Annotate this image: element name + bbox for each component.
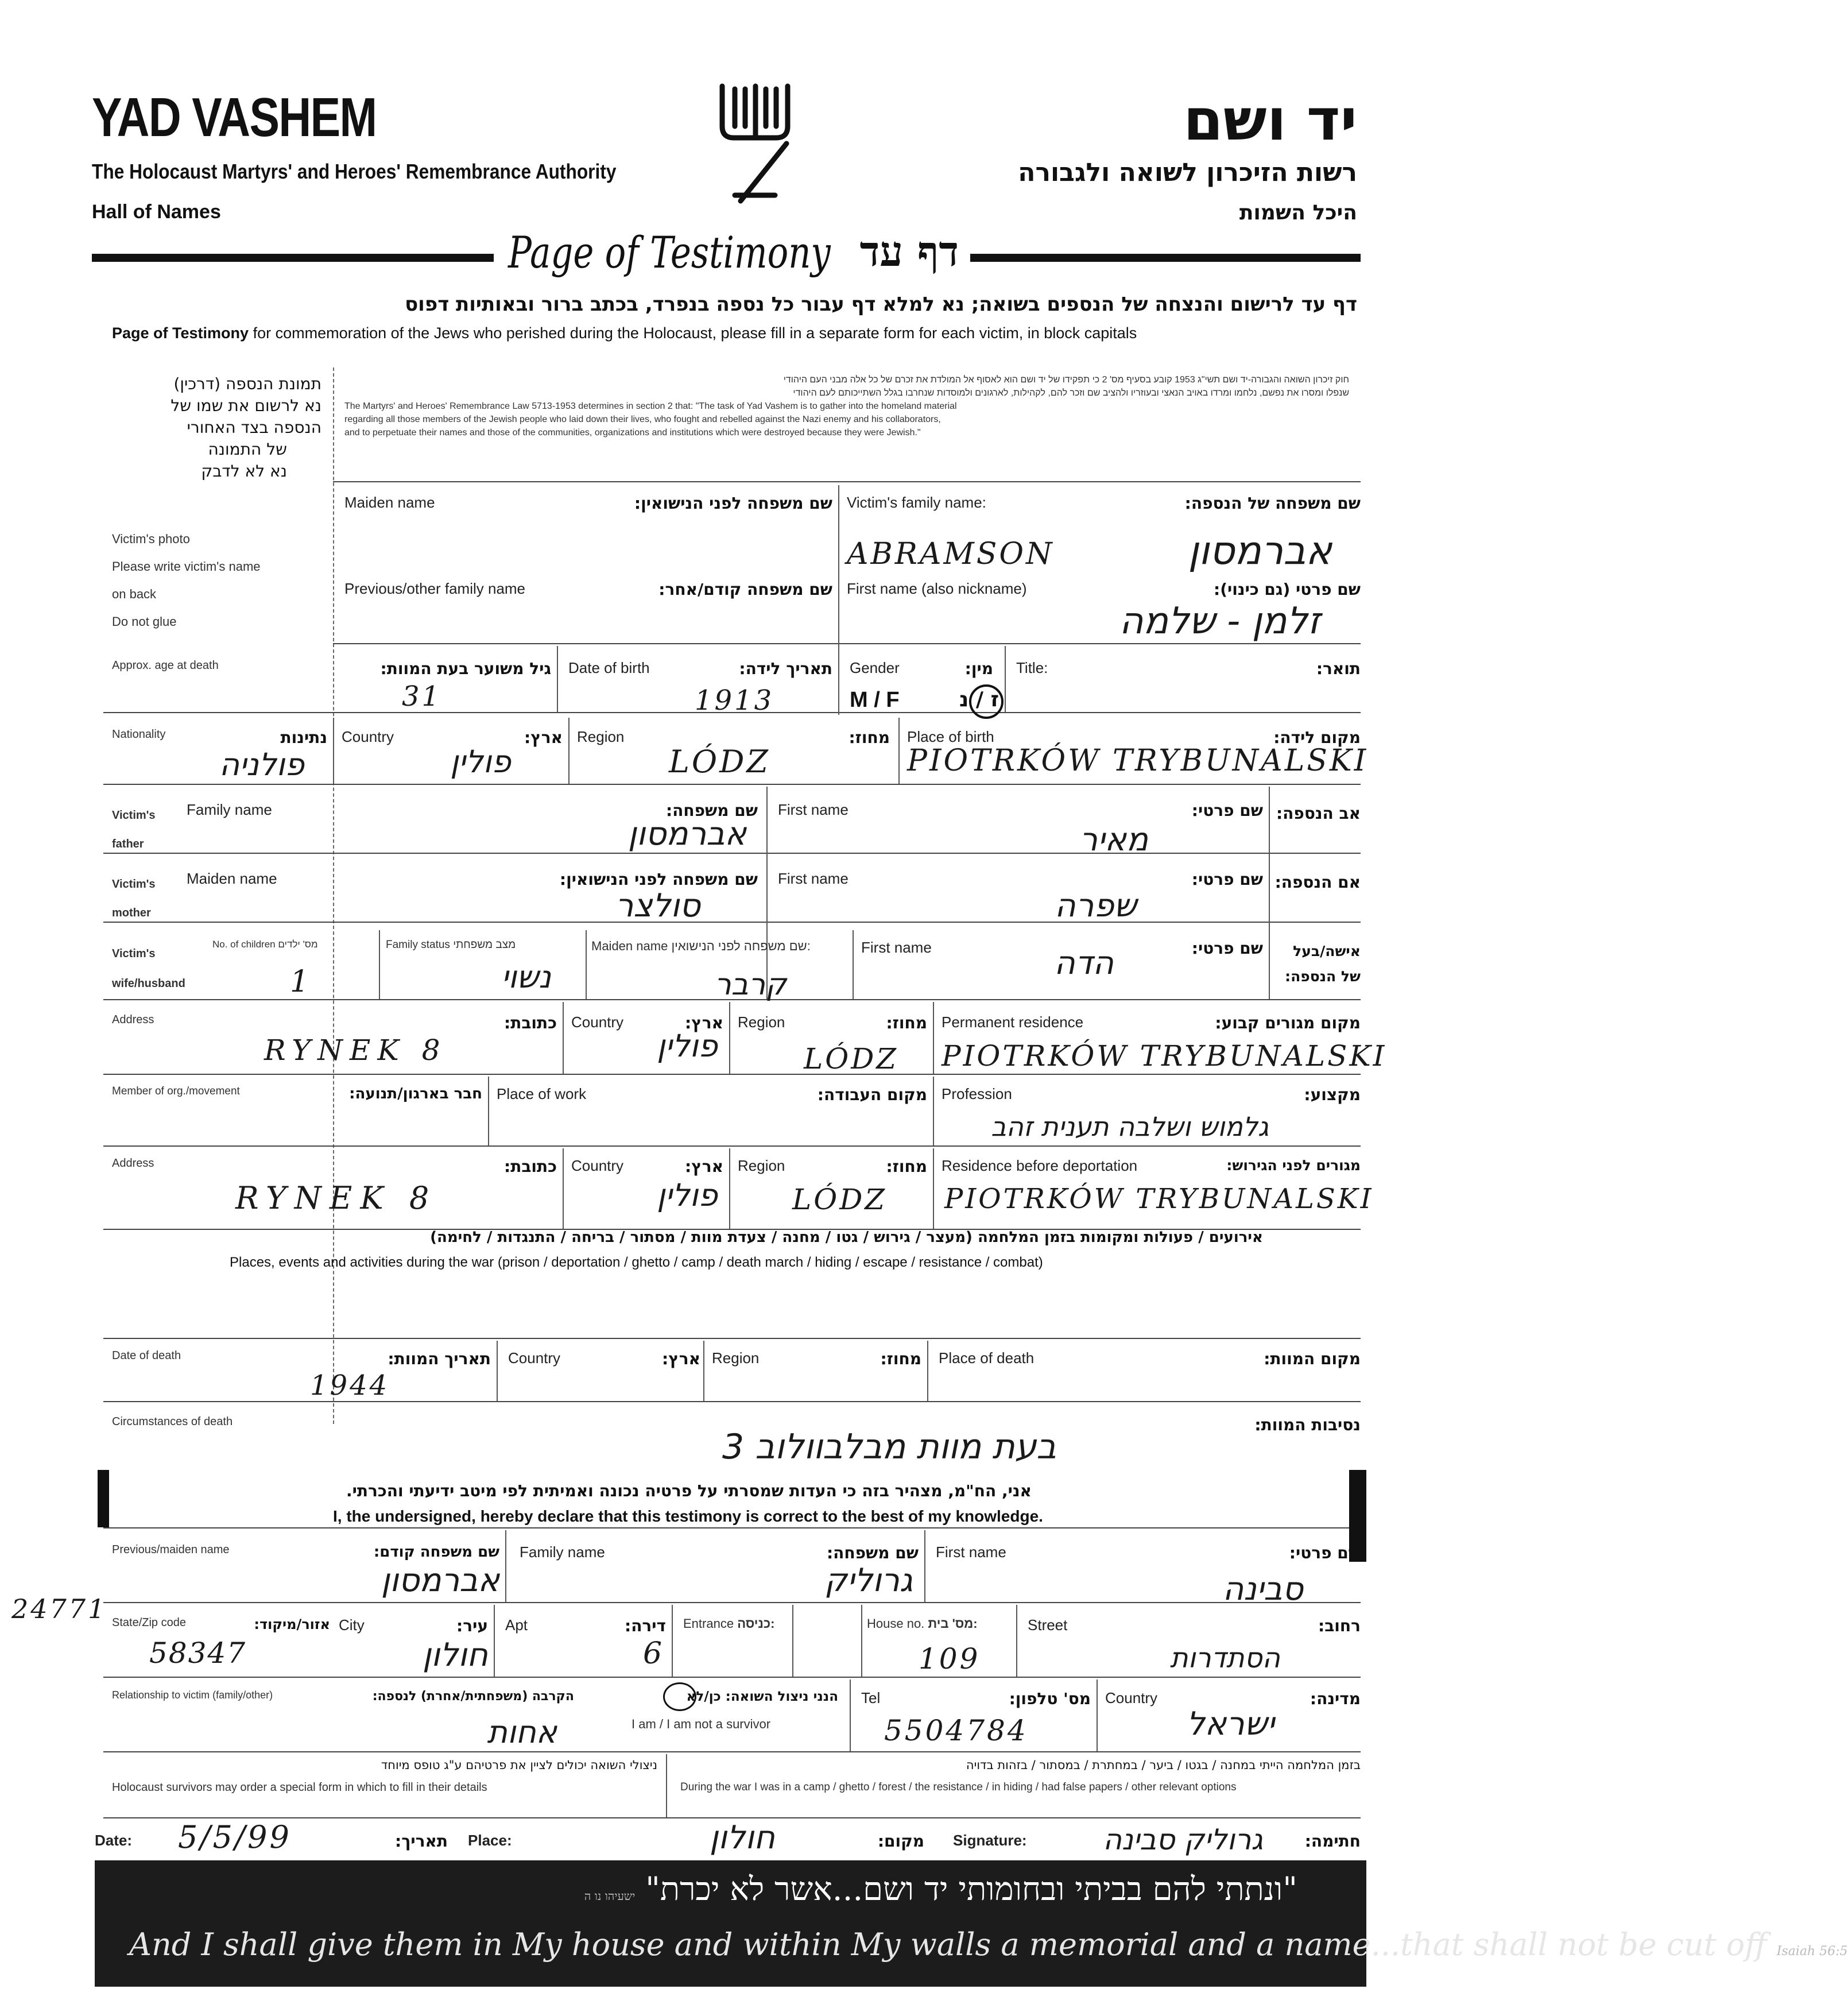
label-nat-he: נתינות bbox=[280, 728, 327, 747]
photo-en-line-2: Please write victim's name bbox=[112, 559, 261, 574]
survivors-he: ניצולי השואה יכולים לציין את פרטיהם ע"ג טופס מיוחד bbox=[381, 1758, 657, 1772]
witness-first-name: סבינה bbox=[1222, 1570, 1303, 1608]
photo-he-line-1: תמונת הנספה (דרכין) bbox=[173, 374, 321, 393]
label-houseno bbox=[867, 1616, 978, 1631]
row-line-15 bbox=[103, 1677, 1361, 1678]
label-wfam-he: שם משפחה: bbox=[826, 1543, 919, 1562]
photo-he-line-3: הנספה בצד האחורי bbox=[187, 418, 321, 437]
label-sfn-he: שם פרטי: bbox=[1191, 939, 1263, 958]
label-famstat-en: Family status bbox=[386, 939, 450, 951]
label-country-en: Country bbox=[342, 728, 394, 745]
menorah-logo bbox=[712, 80, 798, 207]
row-line-11 bbox=[103, 1338, 1361, 1339]
law-he-2: שנפלו ומסרו את נפשם, נלחמו ומרדו באויב הנאצי ובעוזריו ולהציב שם וזכר להם, לקהילות, לארגונים ולמוסדות שנחרבו בגלל השתייכותם לעם היהודי bbox=[793, 388, 1349, 398]
label-sfn-en: First name bbox=[861, 939, 932, 956]
victim-birth-country: פולין bbox=[450, 744, 511, 780]
label-city-he: עיר: bbox=[456, 1616, 488, 1635]
victim-dob: 1913 bbox=[695, 684, 774, 717]
photo-en-line-1: Victim's photo bbox=[112, 532, 190, 546]
dep-region: LÓDZ bbox=[792, 1183, 888, 1216]
col-death-3 bbox=[927, 1341, 928, 1401]
victim-country: פולין bbox=[657, 1028, 718, 1064]
victim-age: 31 bbox=[402, 680, 442, 713]
menorah-icon bbox=[712, 80, 798, 207]
intro-he: דף עד לרישום והנצחה של הנספים בשואה; נא למלא דף עבור כל נספה בנפרד, בכתב ברור ובאותיות דפוס bbox=[405, 293, 1357, 316]
label-mother-en: Victim's mother bbox=[112, 878, 156, 919]
witness-apt: 6 bbox=[643, 1636, 665, 1671]
declaration-he: אני, הח"מ, מצהיר בזה כי העדות שמסרתי על פרטיה נכונה ואמיתית לפי מיטב ידיעתי והכרתי. bbox=[346, 1481, 1032, 1500]
footer-quote-he: "ונתתי להם בביתי ובחומותי יד ושם...אשר לא יכרת" bbox=[645, 1871, 1297, 1908]
col-dep-1 bbox=[563, 1148, 564, 1229]
col-parent-right bbox=[1269, 787, 1270, 999]
label-resdep-en: Residence before deportation bbox=[942, 1157, 1138, 1174]
row-line-8 bbox=[103, 1074, 1361, 1075]
events-en: Places, events and activities during the war (prison / deportation / ghetto / camp / death march / hiding / escape / resistance / combat) bbox=[230, 1255, 1043, 1270]
label-pod-en: Place of death bbox=[939, 1349, 1035, 1367]
photo-en-line-3: on back bbox=[112, 587, 157, 601]
death-date: 1944 bbox=[310, 1369, 390, 1402]
col-spouse-3 bbox=[853, 930, 854, 999]
witness-tel: 5504784 bbox=[884, 1714, 1028, 1747]
label-pod-he: מקום המוות: bbox=[1264, 1349, 1361, 1368]
row-line-16 bbox=[103, 1751, 1361, 1752]
label-street-he: רחוב: bbox=[1318, 1616, 1361, 1635]
label-acountry-en: Country bbox=[571, 1013, 624, 1031]
duringwar-he: בזמן המלחמה הייתי במחנה / בגטו / ביער / במחתרת / במסתור / בזהות בדויה bbox=[966, 1758, 1361, 1772]
col-addr-1 bbox=[563, 1002, 564, 1074]
law-en-3: and to perpetuate their names and those of the communities, organizations and institutions which were destroyed because they were Jewish." bbox=[344, 428, 921, 438]
label-fn-he: שם פרטי: bbox=[1191, 801, 1263, 820]
label-tel-he: מס' טלפון: bbox=[1009, 1689, 1091, 1708]
victim-nationality: פולניה bbox=[219, 746, 304, 783]
label-dod-en: Date of death bbox=[112, 1349, 181, 1362]
victim-address: RYNEK 8 bbox=[264, 1034, 447, 1067]
label-mmaiden-he: שם משפחה לפני הנישואין: bbox=[559, 870, 758, 889]
label-pob-en: Place of birth bbox=[907, 728, 994, 745]
row-line-9 bbox=[103, 1146, 1361, 1147]
label-wprev-en: Previous/maiden name bbox=[112, 1543, 230, 1556]
label-circ-he: נסיבות המוות: bbox=[1254, 1415, 1361, 1434]
footer-quote-en-ref: Isaiah 56:5 bbox=[1776, 1944, 1848, 1959]
declaration-en: I, the undersigned, hereby declare that this testimony is correct to the best of my knowledge. bbox=[333, 1507, 1043, 1525]
label-tel-en: Tel bbox=[861, 1689, 881, 1706]
photo-he-line-5: נא לא לדבק bbox=[201, 462, 287, 481]
row-line-6 bbox=[103, 922, 1361, 923]
row-line-5 bbox=[103, 853, 1361, 854]
col-spouse-1 bbox=[379, 930, 380, 999]
mother-first: שפרה bbox=[1055, 887, 1137, 924]
label-sig-he: חתימה: bbox=[1304, 1832, 1361, 1851]
gender-mark-circle bbox=[969, 684, 1004, 719]
label-fn-en: First name bbox=[778, 801, 849, 818]
label-father-en: Victim's father bbox=[112, 809, 156, 850]
label-gender-he: מין: bbox=[964, 659, 993, 678]
label-wife-he: אישה/בעל של הנספה: bbox=[1285, 943, 1361, 985]
label-smaiden-he: שם משפחה לפני הנישואין: bbox=[671, 939, 811, 953]
label-mfn-en: First name bbox=[778, 870, 849, 887]
victim-birth-region: LÓDZ bbox=[669, 744, 770, 780]
law-en-2: regarding all those members of the Jewish people who laid down their lives, who fought and rebelled against the Nazi enemy and his collaborators, bbox=[344, 415, 941, 424]
col-work-1 bbox=[488, 1077, 489, 1146]
victim-family-status: נשוי bbox=[501, 959, 551, 995]
label-wcountry-en: Country bbox=[1105, 1689, 1158, 1706]
law-en-1: The Martyrs' and Heroes' Remembrance Law 5713-1953 determines in section 2 that: "The task of Yad Vashem is to gather into the homeland material bbox=[344, 401, 957, 411]
hall-of-names-he: היכל השמות bbox=[1239, 201, 1357, 225]
row-line-12 bbox=[103, 1401, 1361, 1402]
label-dob-he: תאריך לידה: bbox=[739, 659, 832, 678]
label-famname-en: Family name bbox=[187, 801, 272, 818]
footer-quote-ref: ישעיהו נו ה bbox=[584, 1889, 636, 1903]
label-entrance-he: כניסה: bbox=[737, 1616, 775, 1631]
law-text bbox=[344, 373, 1349, 439]
intro-en-rest: for commemoration of the Jews who perished during the Holocaust, please fill in a separate form for each victim, in block capitals bbox=[253, 324, 1137, 342]
col-pob bbox=[898, 718, 900, 784]
label-daddress-en: Address bbox=[112, 1157, 154, 1170]
col-region bbox=[568, 718, 569, 784]
hall-of-names-en: Hall of Names bbox=[92, 201, 221, 223]
footer-quote-en: And I shall give them in My house and within My walls a memorial and a name...that shall not be cut off bbox=[129, 1926, 1767, 1963]
victim-profession: גלמוש ושלבה תענית זהב bbox=[991, 1111, 1269, 1142]
label-place-en: Place: bbox=[468, 1832, 512, 1849]
label-survivor-he: הנני ניצול השואה: כן/לא bbox=[686, 1689, 838, 1704]
col-title bbox=[1005, 646, 1006, 712]
label-mmaiden-en: Maiden name bbox=[187, 870, 277, 887]
col-w3 bbox=[494, 1605, 495, 1677]
row-line-1 bbox=[333, 481, 1361, 482]
label-dregion-en: Region bbox=[738, 1157, 785, 1174]
witness-street: הסתדרות bbox=[1170, 1642, 1280, 1674]
label-famname-he: שם משפחה: bbox=[665, 801, 758, 820]
father-family: אברמסון bbox=[627, 815, 746, 853]
col-w1 bbox=[505, 1530, 506, 1602]
victim-region: LÓDZ bbox=[804, 1042, 899, 1075]
page-title-en: Page of Testimony bbox=[508, 227, 831, 278]
victim-children: 1 bbox=[290, 965, 312, 999]
label-children-en: No. of children bbox=[212, 939, 276, 950]
label-dregion2-en: Region bbox=[712, 1349, 760, 1367]
label-resdep-he: מגורים לפני הגירוש: bbox=[1226, 1157, 1361, 1174]
label-place-he: מקום: bbox=[877, 1832, 924, 1851]
label-smaiden-en: Maiden name bbox=[591, 939, 668, 953]
label-dcountry-he: ארץ: bbox=[685, 1157, 723, 1176]
label-entrance bbox=[683, 1616, 774, 1631]
witness-house-no: 109 bbox=[919, 1642, 981, 1675]
label-relation-en: Relationship to victim (family/other) bbox=[112, 1689, 273, 1701]
father-first: מאיר bbox=[1079, 821, 1148, 858]
sign-place: חולון bbox=[709, 1819, 775, 1856]
label-mother-he: אם הנספה: bbox=[1274, 873, 1361, 892]
label-prof-en: Profession bbox=[942, 1085, 1012, 1102]
label-first-he: שם פרטי (גם כינוי): bbox=[1214, 580, 1361, 599]
col-country bbox=[333, 718, 334, 784]
victim-family-latin: ABRAMSON bbox=[847, 537, 1055, 571]
label-perm-he: מקום מגורים קבוע: bbox=[1215, 1013, 1361, 1032]
label-dob-en: Date of birth bbox=[568, 659, 650, 676]
label-prev-en: Previous/other family name bbox=[344, 580, 526, 597]
label-dcountry-en: Country bbox=[571, 1157, 624, 1174]
label-circ-en: Circumstances of death bbox=[112, 1415, 233, 1428]
label-dregion2-he: מחוז: bbox=[880, 1349, 921, 1368]
col-mid bbox=[838, 485, 839, 715]
dep-address: RYNEK 8 bbox=[235, 1180, 437, 1216]
declaration-black-bar-left bbox=[98, 1470, 109, 1527]
col-spouse-2 bbox=[586, 930, 587, 999]
victim-family-he: אברמסון bbox=[1188, 528, 1332, 574]
label-mfn-he: שם פרטי: bbox=[1191, 870, 1263, 889]
footer-quote-en-wrap bbox=[129, 1926, 1848, 1963]
witness-prev-name: אברמסון bbox=[381, 1562, 499, 1599]
label-age-en: Approx. age at death bbox=[112, 659, 219, 672]
intro-en bbox=[112, 324, 1375, 342]
label-country-he: ארץ: bbox=[524, 728, 563, 747]
label-aregion-he: מחוז: bbox=[886, 1013, 927, 1032]
label-street-en: Street bbox=[1028, 1616, 1068, 1634]
photo-box-en bbox=[112, 525, 261, 636]
org-name-en: YAD VASHEM bbox=[92, 87, 377, 148]
label-wfn-en: First name bbox=[936, 1543, 1006, 1561]
col-addr-3 bbox=[933, 1002, 934, 1074]
col-addr-2 bbox=[729, 1002, 730, 1074]
row-line-4 bbox=[103, 784, 1361, 785]
notes-divider bbox=[666, 1754, 667, 1817]
label-region-he: מחוז: bbox=[849, 728, 890, 747]
sign-date: 5/5/99 bbox=[178, 1819, 292, 1855]
org-subtitle-en: The Holocaust Martyrs' and Heroes' Remembrance Authority bbox=[92, 160, 617, 183]
dep-residence: PIOTRKÓW TRYBUNALSKI bbox=[944, 1183, 1374, 1215]
survivors-en: Holocaust survivors may order a special form in which to fill in their details bbox=[112, 1781, 487, 1794]
col-dep-2 bbox=[729, 1148, 730, 1229]
label-date-en: Date: bbox=[95, 1832, 133, 1849]
mother-maiden: סולצר bbox=[615, 887, 700, 924]
label-pob-he: מקום לידה: bbox=[1273, 728, 1361, 747]
label-gender-en: Gender bbox=[850, 659, 900, 676]
label-wfam-en: Family name bbox=[520, 1543, 605, 1561]
col-w6 bbox=[861, 1605, 862, 1677]
col-w5 bbox=[792, 1605, 793, 1677]
label-dregion-he: מחוז: bbox=[886, 1157, 927, 1176]
label-wcountry-he: מדינה: bbox=[1310, 1689, 1361, 1708]
spouse-maiden: קרבר bbox=[714, 968, 787, 1002]
label-family-he: שם משפחה של הנספה: bbox=[1184, 494, 1361, 513]
witness-relation: אחות bbox=[487, 1714, 557, 1750]
victim-birth-place: PIOTRKÓW TRYBUNALSKI bbox=[907, 744, 1369, 778]
label-survivor-en: I am / I am not a survivor bbox=[632, 1717, 771, 1731]
org-name-he: יד ושם bbox=[1183, 86, 1357, 153]
label-dcountry2-en: Country bbox=[508, 1349, 561, 1367]
footer-quote-he-wrap bbox=[207, 1871, 1297, 1908]
page-title-he: דף עד bbox=[859, 227, 959, 276]
label-city-en: City bbox=[339, 1616, 365, 1634]
label-apt-en: Apt bbox=[505, 1616, 528, 1634]
law-he-1: חוק זיכרון השואה והגבורה-יד ושם תשי"ג 1953 קובע בסעיף מס' 2 כי תפקידו של יד ושם הוא לאסוף אל המולדת את זכרם של כל אלה מבני העם היהודי bbox=[783, 375, 1349, 385]
label-maiden-en: Maiden name bbox=[344, 494, 435, 511]
label-father-he: אב הנספה: bbox=[1276, 804, 1361, 823]
survivor-mark-circle bbox=[663, 1682, 696, 1711]
label-prev-he: שם משפחה קודם/אחר: bbox=[658, 580, 832, 599]
label-address-he: כתובת: bbox=[504, 1013, 557, 1032]
dep-country: פולין bbox=[657, 1177, 718, 1213]
col-work-2 bbox=[933, 1077, 934, 1146]
label-work-he: מקום העבודה: bbox=[817, 1085, 927, 1104]
col-dep-3 bbox=[933, 1148, 934, 1229]
label-acountry-he: ארץ: bbox=[685, 1013, 723, 1032]
label-work-en: Place of work bbox=[497, 1085, 587, 1102]
duringwar-en: During the war I was in a camp / ghetto / forest / the resistance / in hiding / had false papers / other relevant options bbox=[680, 1781, 1237, 1793]
col-death-2 bbox=[703, 1341, 704, 1401]
intro-en-bold: Page of Testimony bbox=[112, 324, 249, 342]
title-rule-right bbox=[970, 254, 1361, 262]
label-address-en: Address bbox=[112, 1013, 154, 1026]
witness-country: ישראל bbox=[1186, 1705, 1274, 1743]
margin-number: 24771 bbox=[11, 1593, 107, 1624]
label-member-he: חבר בארגון/תנועה: bbox=[349, 1085, 482, 1102]
signature: גרוליק סבינה bbox=[1103, 1823, 1263, 1856]
label-title-en: Title: bbox=[1016, 659, 1048, 676]
row-line-14 bbox=[103, 1602, 1361, 1603]
org-subtitle-he: רשות הזיכרון לשואה ולגבורה bbox=[1018, 158, 1357, 187]
label-famstat bbox=[386, 939, 516, 951]
col-w9 bbox=[1097, 1679, 1098, 1751]
footer-quote-bar bbox=[95, 1860, 1848, 1987]
label-apt-he: דירה: bbox=[625, 1616, 666, 1635]
label-dod-he: תאריך המוות: bbox=[388, 1349, 491, 1368]
photo-en-line-4: Do not glue bbox=[112, 614, 177, 629]
label-perm-en: Permanent residence bbox=[942, 1013, 1084, 1031]
label-children bbox=[212, 939, 318, 950]
col-w2 bbox=[924, 1530, 925, 1602]
label-age-he: גיל משוער בעת המוות: bbox=[380, 659, 551, 678]
victim-first-name: זלמן - שלמה bbox=[1119, 600, 1320, 643]
label-member-en: Member of org./movement bbox=[112, 1085, 240, 1097]
label-entrance-en: Entrance bbox=[683, 1616, 734, 1631]
row-line-17 bbox=[103, 1817, 1361, 1818]
gender-options-en: M / F bbox=[850, 688, 900, 712]
gender-options bbox=[850, 688, 900, 713]
row-line-2 bbox=[333, 643, 1361, 644]
label-relation-he: הקרבה (משפחתית/אחרת) לנספה: bbox=[372, 1689, 574, 1704]
label-wfn-he: שם פרטי: bbox=[1289, 1543, 1361, 1562]
death-circumstances: בעת מוות מבלבוולוב 3 bbox=[722, 1427, 1056, 1467]
label-maiden-he: שם משפחה לפני הנישואין: bbox=[634, 494, 832, 513]
label-smaiden bbox=[591, 939, 811, 954]
row-line-13 bbox=[103, 1527, 1361, 1528]
label-daddress-he: כתובת: bbox=[504, 1157, 557, 1176]
label-first-en: First name (also nickname) bbox=[847, 580, 1027, 597]
label-sig-en: Signature: bbox=[953, 1832, 1027, 1849]
label-houseno-en: House no. bbox=[867, 1616, 925, 1631]
spouse-first: הדה bbox=[1054, 945, 1114, 982]
label-prof-he: מקצוע: bbox=[1304, 1085, 1361, 1104]
photo-he-line-4: של התמונה bbox=[208, 440, 287, 459]
title-rule-left bbox=[92, 254, 494, 262]
label-region-en: Region bbox=[577, 728, 625, 745]
victim-residence: PIOTRKÓW TRYBUNALSKI bbox=[942, 1039, 1387, 1073]
label-nat-en: Nationality bbox=[112, 728, 166, 741]
label-dcountry2-he: ארץ: bbox=[662, 1349, 700, 1368]
col-w7 bbox=[1016, 1605, 1017, 1677]
witness-zip: 58347 bbox=[149, 1636, 247, 1670]
label-houseno-he: מס' בית: bbox=[928, 1616, 978, 1631]
col-w8 bbox=[850, 1679, 851, 1751]
label-aregion-en: Region bbox=[738, 1013, 785, 1031]
col-death-1 bbox=[497, 1341, 498, 1401]
col-w4 bbox=[672, 1605, 673, 1677]
label-title-he: תואר: bbox=[1316, 659, 1361, 678]
photo-he-line-2: נא לרשום את שמו של bbox=[171, 396, 321, 415]
events-he: אירועים / פעולות ומקומות בזמן המלחמה (מעצר / גירוש / גטו / מחנה / צעדת מוות / מסתור / בריחה / התנגדות / לחימה) bbox=[430, 1229, 1263, 1246]
label-wife-en: Victim's wife/husband bbox=[112, 947, 185, 990]
label-zip-he: אזור/מיקוד: bbox=[254, 1616, 330, 1632]
label-wprev-he: שם משפחה קודם: bbox=[373, 1543, 499, 1561]
label-famstat-he: מצב משפחתי bbox=[453, 939, 516, 951]
label-zip-en: State/Zip code bbox=[112, 1616, 186, 1629]
col-dob bbox=[557, 646, 558, 712]
witness-family-name: גרוליק bbox=[824, 1562, 913, 1599]
gender-options-he: ז / נ bbox=[959, 688, 999, 711]
label-date-he: תאריך: bbox=[395, 1832, 448, 1851]
photo-box-he bbox=[98, 373, 321, 482]
label-children-he: מס' ילדים bbox=[278, 939, 318, 950]
label-family-en: Victim's family name: bbox=[847, 494, 986, 511]
witness-city: חולון bbox=[422, 1636, 488, 1674]
